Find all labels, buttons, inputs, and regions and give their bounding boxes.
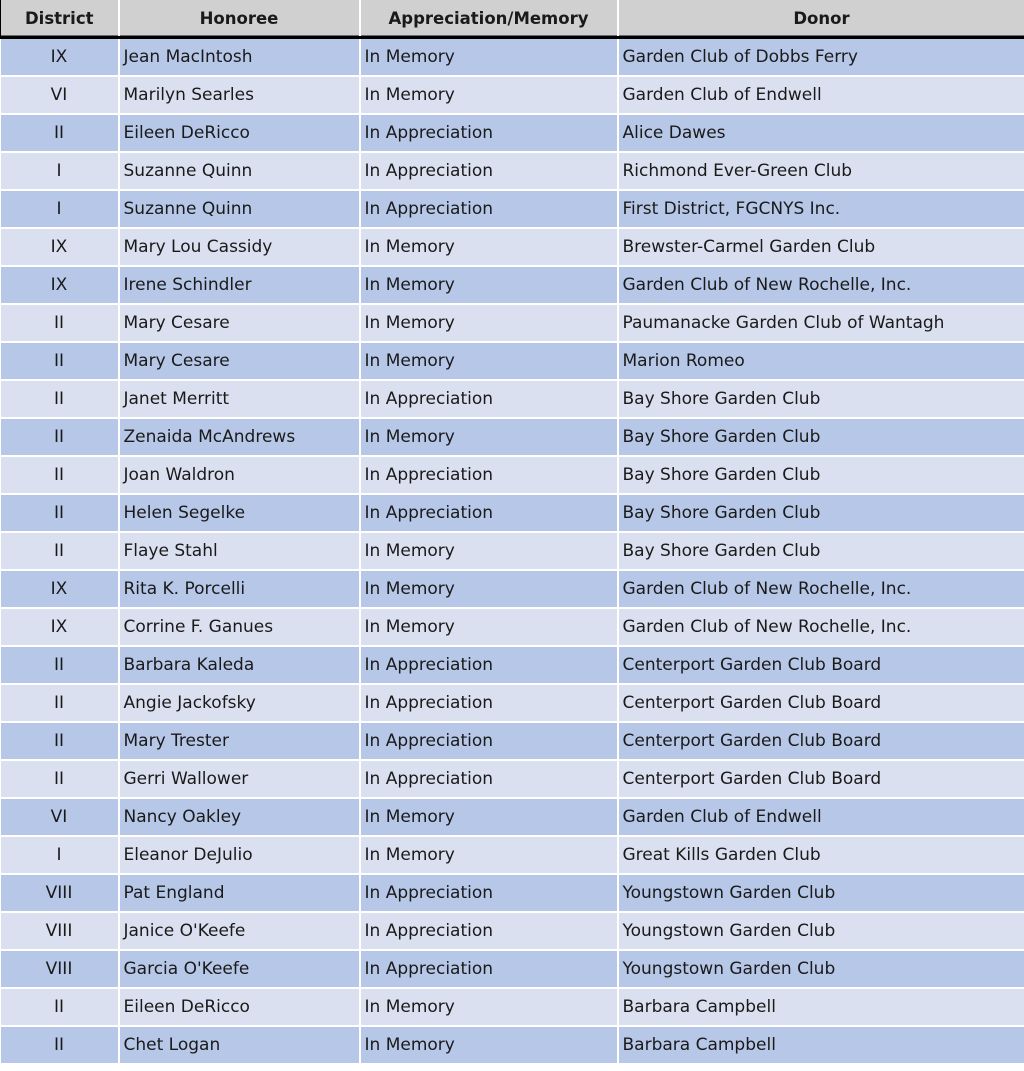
district-cell: II (1, 342, 119, 380)
donor-cell: Centerport Garden Club Board (618, 684, 1024, 722)
honoree-cell: Mary Cesare (119, 304, 360, 342)
donor-cell: Bay Shore Garden Club (618, 532, 1024, 570)
appreciation-memory-cell: In Appreciation (360, 190, 618, 228)
appreciation-memory-cell: In Memory (360, 76, 618, 114)
donor-cell: Youngstown Garden Club (618, 912, 1024, 950)
honoree-cell: Joan Waldron (119, 456, 360, 494)
honoree-cell: Eileen DeRicco (119, 114, 360, 152)
district-cell: VIII (1, 874, 119, 912)
table-row (1, 608, 1024, 646)
donor-cell: Centerport Garden Club Board (618, 722, 1024, 760)
district-cell: II (1, 722, 119, 760)
donor-cell: Alice Dawes (618, 114, 1024, 152)
header-row (1, 0, 1024, 38)
district-cell: VI (1, 76, 119, 114)
table-row (1, 912, 1024, 950)
table-row (1, 798, 1024, 836)
donor-cell: Brewster-Carmel Garden Club (618, 228, 1024, 266)
table-row (1, 836, 1024, 874)
honoree-cell: Janice O'Keefe (119, 912, 360, 950)
table-row (1, 760, 1024, 798)
appreciation-memory-cell: In Appreciation (360, 722, 618, 760)
table-row (1, 418, 1024, 456)
column-header-donor: Donor (618, 0, 1024, 38)
honoree-cell: Mary Cesare (119, 342, 360, 380)
appreciation-memory-cell: In Appreciation (360, 152, 618, 190)
honoree-cell: Corrine F. Ganues (119, 608, 360, 646)
district-cell: VIII (1, 912, 119, 950)
honoree-cell: Jean MacIntosh (119, 38, 360, 77)
appreciation-memory-cell: In Memory (360, 38, 618, 77)
honoree-cell: Zenaida McAndrews (119, 418, 360, 456)
honoree-cell: Suzanne Quinn (119, 190, 360, 228)
donor-cell: Barbara Campbell (618, 988, 1024, 1026)
district-cell: II (1, 494, 119, 532)
table-row (1, 988, 1024, 1026)
donor-cell: Garden Club of New Rochelle, Inc. (618, 570, 1024, 608)
column-header-appreciation-memory: Appreciation/Memory (360, 0, 618, 38)
table-row (1, 266, 1024, 304)
table-row (1, 494, 1024, 532)
appreciation-memory-cell: In Appreciation (360, 494, 618, 532)
donor-cell: Bay Shore Garden Club (618, 418, 1024, 456)
donor-cell: Centerport Garden Club Board (618, 646, 1024, 684)
table-row (1, 456, 1024, 494)
appreciation-memory-cell: In Memory (360, 228, 618, 266)
table-header (1, 0, 1024, 38)
honoree-cell: Mary Trester (119, 722, 360, 760)
district-cell: I (1, 836, 119, 874)
honoree-cell: Garcia O'Keefe (119, 950, 360, 988)
table-row (1, 722, 1024, 760)
table-row (1, 38, 1024, 77)
district-cell: I (1, 190, 119, 228)
table-row (1, 228, 1024, 266)
table-body (1, 38, 1024, 1065)
table-row (1, 152, 1024, 190)
donor-cell: Garden Club of New Rochelle, Inc. (618, 608, 1024, 646)
donor-cell: Youngstown Garden Club (618, 950, 1024, 988)
donor-cell: First District, FGCNYS Inc. (618, 190, 1024, 228)
honoree-cell: Barbara Kaleda (119, 646, 360, 684)
appreciation-memory-cell: In Appreciation (360, 456, 618, 494)
district-cell: II (1, 532, 119, 570)
district-cell: IX (1, 38, 119, 77)
donor-cell: Garden Club of Endwell (618, 76, 1024, 114)
donor-cell: Paumanacke Garden Club of Wantagh (618, 304, 1024, 342)
honoree-cell: Eileen DeRicco (119, 988, 360, 1026)
appreciation-memory-cell: In Memory (360, 304, 618, 342)
donor-cell: Bay Shore Garden Club (618, 380, 1024, 418)
table-row (1, 570, 1024, 608)
honoree-cell: Angie Jackofsky (119, 684, 360, 722)
table-row (1, 380, 1024, 418)
appreciation-memory-cell: In Memory (360, 798, 618, 836)
district-cell: II (1, 646, 119, 684)
table-row (1, 76, 1024, 114)
honoree-cell: Chet Logan (119, 1026, 360, 1064)
appreciation-memory-cell: In Appreciation (360, 380, 618, 418)
appreciation-memory-cell: In Memory (360, 532, 618, 570)
appreciation-memory-cell: In Appreciation (360, 950, 618, 988)
honoree-cell: Marilyn Searles (119, 76, 360, 114)
appreciation-memory-cell: In Memory (360, 836, 618, 874)
honoree-cell: Flaye Stahl (119, 532, 360, 570)
honoree-cell: Rita K. Porcelli (119, 570, 360, 608)
donor-cell: Barbara Campbell (618, 1026, 1024, 1064)
honoree-cell: Irene Schindler (119, 266, 360, 304)
district-cell: IX (1, 266, 119, 304)
district-cell: IX (1, 228, 119, 266)
honoree-cell: Suzanne Quinn (119, 152, 360, 190)
appreciation-memory-cell: In Memory (360, 418, 618, 456)
district-cell: II (1, 456, 119, 494)
appreciation-memory-cell: In Memory (360, 608, 618, 646)
district-cell: IX (1, 608, 119, 646)
table-row (1, 114, 1024, 152)
district-cell: IX (1, 570, 119, 608)
donor-cell: Great Kills Garden Club (618, 836, 1024, 874)
appreciation-memory-cell: In Appreciation (360, 760, 618, 798)
honoree-cell: Janet Merritt (119, 380, 360, 418)
table-row (1, 304, 1024, 342)
table-row (1, 950, 1024, 988)
district-cell: VIII (1, 950, 119, 988)
column-header-honoree: Honoree (119, 0, 360, 38)
appreciation-memory-cell: In Memory (360, 570, 618, 608)
column-header-district: District (1, 0, 119, 38)
appreciation-memory-cell: In Appreciation (360, 646, 618, 684)
district-cell: II (1, 1026, 119, 1064)
donor-cell: Richmond Ever-Green Club (618, 152, 1024, 190)
appreciation-memory-cell: In Memory (360, 1026, 618, 1064)
table-row (1, 874, 1024, 912)
honoree-cell: Helen Segelke (119, 494, 360, 532)
honoree-cell: Nancy Oakley (119, 798, 360, 836)
appreciation-memory-cell: In Appreciation (360, 684, 618, 722)
district-cell: II (1, 304, 119, 342)
table-row (1, 342, 1024, 380)
district-cell: I (1, 152, 119, 190)
district-cell: II (1, 380, 119, 418)
honoree-cell: Mary Lou Cassidy (119, 228, 360, 266)
appreciation-memory-cell: In Appreciation (360, 912, 618, 950)
appreciation-memory-cell: In Memory (360, 988, 618, 1026)
appreciation-memory-cell: In Memory (360, 266, 618, 304)
honoree-cell: Eleanor DeJulio (119, 836, 360, 874)
table-row (1, 684, 1024, 722)
table-row (1, 190, 1024, 228)
donor-cell: Marion Romeo (618, 342, 1024, 380)
appreciation-memory-cell: In Memory (360, 342, 618, 380)
district-cell: II (1, 684, 119, 722)
district-cell: II (1, 760, 119, 798)
district-cell: VI (1, 798, 119, 836)
honoree-cell: Pat England (119, 874, 360, 912)
donor-cell: Centerport Garden Club Board (618, 760, 1024, 798)
donor-cell: Bay Shore Garden Club (618, 494, 1024, 532)
honoree-cell: Gerri Wallower (119, 760, 360, 798)
donor-cell: Garden Club of Dobbs Ferry (618, 38, 1024, 77)
donor-cell: Garden Club of Endwell (618, 798, 1024, 836)
district-cell: II (1, 418, 119, 456)
donor-cell: Bay Shore Garden Club (618, 456, 1024, 494)
district-cell: II (1, 114, 119, 152)
donor-cell: Youngstown Garden Club (618, 874, 1024, 912)
donor-cell: Garden Club of New Rochelle, Inc. (618, 266, 1024, 304)
appreciation-memory-cell: In Appreciation (360, 114, 618, 152)
table-row (1, 1026, 1024, 1064)
table-row (1, 532, 1024, 570)
district-cell: II (1, 988, 119, 1026)
appreciation-memory-cell: In Appreciation (360, 874, 618, 912)
table-row (1, 646, 1024, 684)
